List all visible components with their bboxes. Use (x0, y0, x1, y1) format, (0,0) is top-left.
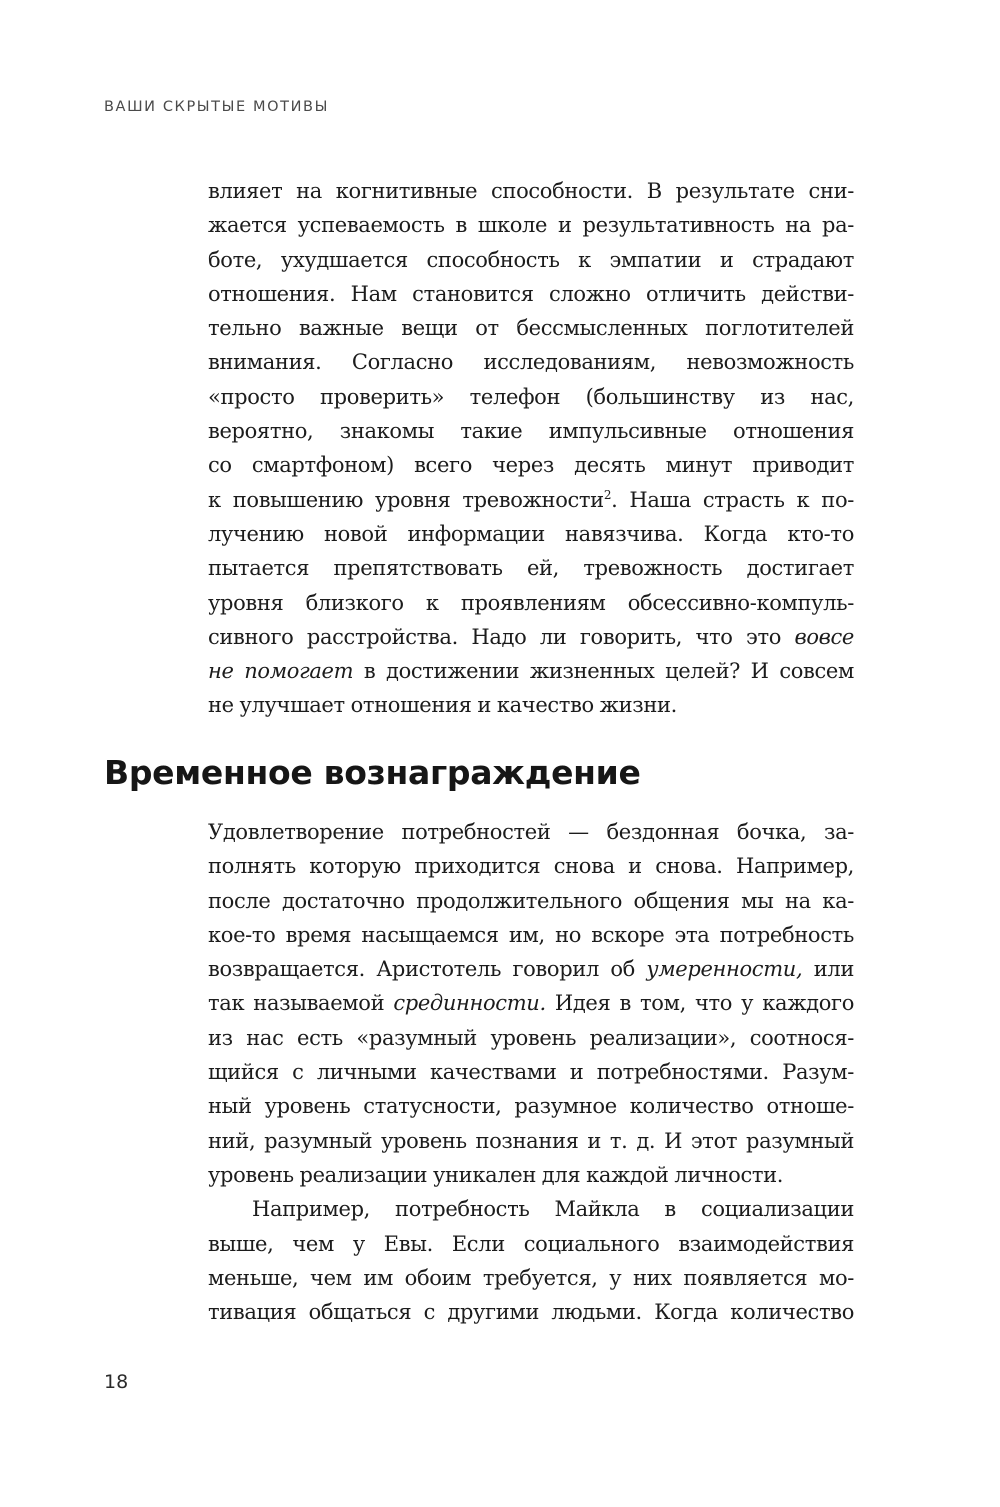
text-line: уровень реализации уникален для каждой личности. (208, 1162, 784, 1187)
text-fragment: Идея в том, что у каждого (545, 991, 854, 1016)
text-fragment: возвращается. Аристотель говорил об (208, 957, 647, 982)
text-line (208, 986, 854, 1020)
text-line: уровня близкого к проявлениям обсессивно-компуль- (208, 590, 854, 615)
text-line: тельно важные вещи от бессмысленных поглотителей (208, 316, 854, 341)
text-line (208, 620, 854, 654)
body-text-block-2 (208, 815, 854, 1329)
text-fragment: или (802, 957, 855, 982)
text-line (208, 483, 854, 517)
text-line (208, 952, 854, 986)
footnote-marker: 2 (603, 487, 612, 502)
text-line: «просто проверить» телефон (большинству из нас, (208, 384, 854, 409)
text-line: Удовлетворение потребностей — бездонная бочка, за- (208, 820, 854, 844)
text-line: жается успеваемость в школе и результативность на ра- (208, 213, 854, 238)
text-fragment: . Наша страсть к по- (611, 487, 854, 512)
text-line: после достаточно продолжительного общения мы на ка- (208, 888, 854, 913)
text-line: ний, разумный уровень познания и т. д. И этот разумный (208, 1128, 854, 1153)
page-number: 18 (104, 1371, 129, 1393)
text-line: полнять которую приходится снова и снова. Например, (208, 854, 854, 879)
text-line: отношения. Нам становится сложно отличить действи- (208, 281, 854, 306)
text-fragment: в достижении жизненных целей? И совсем (353, 659, 854, 684)
text-line: лучению новой информации навязчива. Когда кто-то (208, 521, 854, 546)
text-line: со смартфоном) всего через десять минут приводит (208, 453, 854, 478)
text-line: пытается препятствовать ей, тревожность достигает (208, 556, 854, 581)
text-line: из нас есть «разумный уровень реализации», соотнося- (208, 1025, 854, 1050)
text-line: вероятно, знакомы такие импульсивные отношения (208, 419, 854, 444)
text-line: кое-то время насыщаемся им, но вскоре эта потребность (208, 922, 854, 947)
italic-emphasis: срединности. (393, 991, 546, 1016)
text-line: влияет на когнитивные способности. В результате сни- (208, 179, 854, 203)
text-line: тивация общаться с другими людьми. Когда количество (208, 1300, 854, 1325)
italic-emphasis: вовсе (794, 624, 854, 649)
text-line: Например, потребность Майкла в социализации (252, 1197, 854, 1222)
italic-emphasis: не помогает (208, 659, 354, 684)
body-text-block-1 (208, 174, 854, 723)
section-heading: Временное вознаграждение (104, 753, 641, 792)
text-line: щийся с личными качествами и потребностями. Разум- (208, 1060, 854, 1085)
text-line (208, 654, 854, 688)
text-line: внимания. Согласно исследованиям, невозможность (208, 350, 854, 375)
italic-emphasis: умеренности, (646, 957, 803, 982)
text-fragment: сивного расстройства. Надо ли говорить, что это (208, 624, 795, 649)
text-fragment: к повышению уровня тревожности (208, 487, 604, 512)
text-line: выше, чем у Евы. Если социального взаимодействия (208, 1231, 854, 1256)
text-line: ный уровень статусности, разумное количество отноше- (208, 1094, 854, 1119)
text-line: боте, ухудшается способность к эмпатии и страдают (208, 247, 854, 272)
running-header: ВАШИ СКРЫТЫЕ МОТИВЫ (104, 99, 329, 115)
text-line: не улучшает отношения и качество жизни. (208, 693, 678, 718)
text-line: меньше, чем им обоим требуется, у них появляется мо- (208, 1265, 854, 1290)
text-fragment: так называемой (208, 991, 394, 1016)
